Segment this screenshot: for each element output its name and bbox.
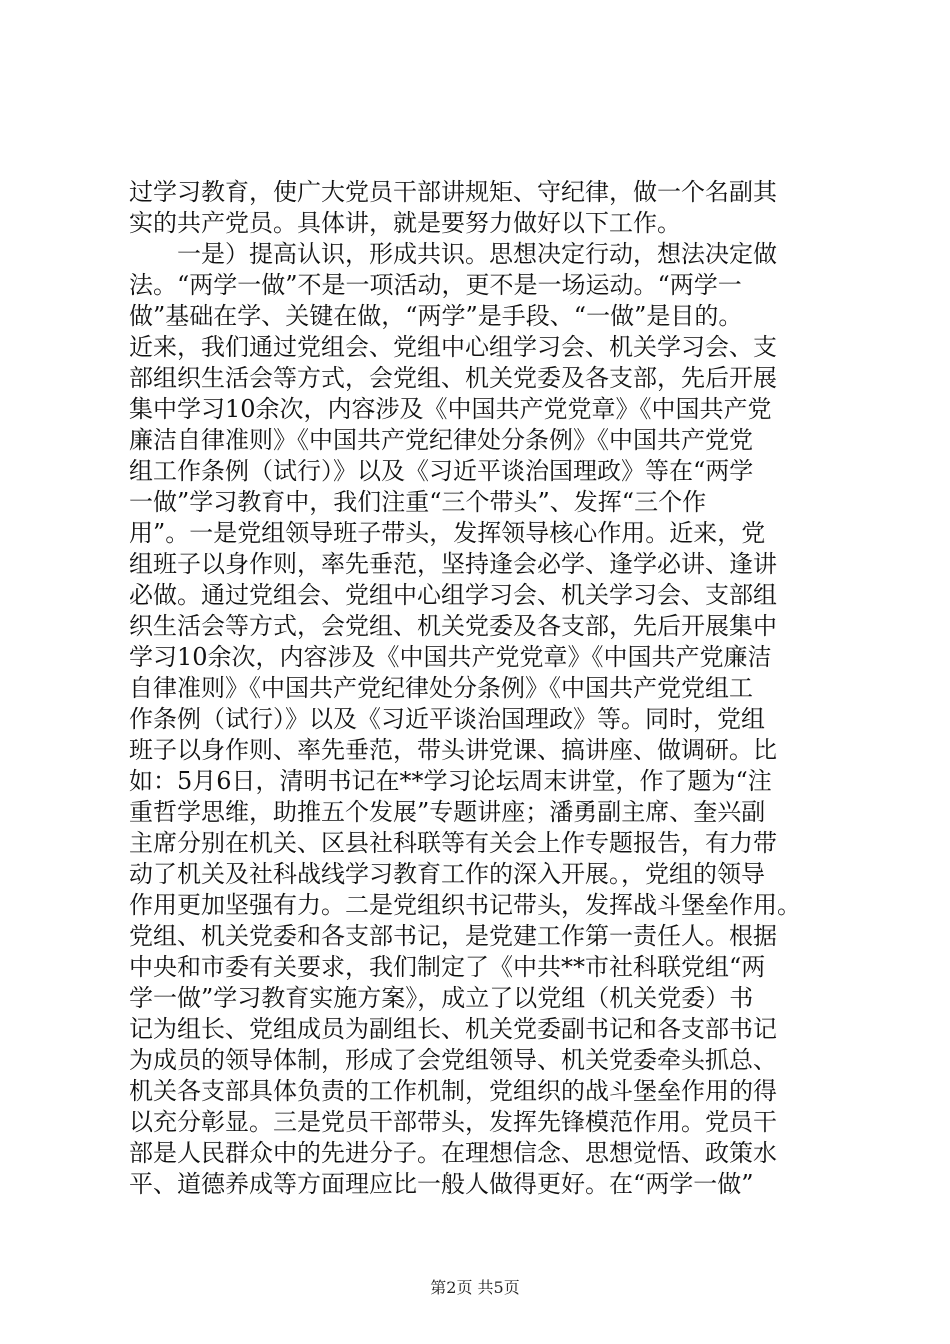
text-line: 织生活会等方式，会党组、机关党委及各支部，先后开展集中 bbox=[129, 612, 777, 640]
text-line: 机关各支部具体负责的工作机制，党组织的战斗堡垒作用的得 bbox=[129, 1077, 777, 1105]
text-line: 中央和市委有关要求，我们制定了《中共**市社科联党组“两 bbox=[129, 953, 766, 981]
text-line: 班子以身作则、率先垂范，带头讲党课、搞讲座、做调研。比 bbox=[129, 736, 777, 764]
text-line: 用”。一是党组领导班子带头，发挥领导核心作用。近来，党 bbox=[129, 519, 766, 547]
text-line: 集中学习10余次，内容涉及《中国共产党党章》《中国共产党 bbox=[129, 395, 772, 423]
text-line: 平、道德养成等方面理应比一般人做得更好。在“两学一做” bbox=[129, 1170, 754, 1198]
text-line: 作条例（试行）》以及《习近平谈治国理政》等。同时，党组 bbox=[129, 705, 765, 733]
text-line: 动了机关及社科战线学习教育工作的深入开展。，党组的领导 bbox=[129, 860, 765, 888]
text-line: 实的共产党员。具体讲，就是要努力做好以下工作。 bbox=[129, 209, 681, 237]
text-line: 以充分彰显。三是党员干部带头，发挥先锋模范作用。党员干 bbox=[129, 1108, 777, 1136]
text-line: 一做”学习教育中，我们注重“三个带头”、发挥“三个作 bbox=[129, 488, 707, 516]
text-line: 学习10余次，内容涉及《中国共产党党章》《中国共产党廉洁 bbox=[129, 643, 772, 671]
text-line: 做”基础在学、关键在做，“两学”是手段、“一做”是目的。 bbox=[129, 302, 743, 330]
text-line: 主席分别在机关、区县社科联等有关会上作专题报告，有力带 bbox=[129, 829, 777, 857]
text-line: 部是人民群众中的先进分子。在理想信念、思想觉悟、政策水 bbox=[129, 1139, 777, 1167]
text-line: 组班子以身作则，率先垂范，坚持逢会必学、逢学必讲、逢讲 bbox=[129, 550, 777, 578]
text-line: 如：5月6日，清明书记在**学习论坛周末讲堂，作了题为“注 bbox=[129, 767, 772, 795]
page-footer bbox=[0, 1275, 950, 1298]
text-line: 一是）提高认识，形成共识。思想决定行动，想法决定做 bbox=[177, 240, 777, 268]
text-line: 重哲学思维，助推五个发展”专题讲座；潘勇副主席、奎兴副 bbox=[129, 798, 766, 826]
text-line: 党组、机关党委和各支部书记，是党建工作第一责任人。根据 bbox=[129, 922, 777, 950]
text-line: 必做。通过党组会、党组中心组学习会、机关学习会、支部组 bbox=[129, 581, 777, 609]
text-line: 廉洁自律准则》《中国共产党纪律处分条例》《中国共产党党 bbox=[129, 426, 753, 454]
text-line: 学一做”学习教育实施方案》，成立了以党组（机关党委）书 bbox=[129, 984, 754, 1012]
text-line: 记为组长、党组成员为副组长、机关党委副书记和各支部书记 bbox=[129, 1015, 777, 1043]
body-text bbox=[129, 177, 849, 1200]
text-line: 过学习教育，使广大党员干部讲规矩、守纪律，做一个名副其 bbox=[129, 178, 777, 206]
text-line: 法。“两学一做”不是一项活动，更不是一场运动。“两学一 bbox=[129, 271, 742, 299]
text-line: 自律准则》《中国共产党纪律处分条例》《中国共产党党组工 bbox=[129, 674, 753, 702]
text-line: 部组织生活会等方式，会党组、机关党委及各支部，先后开展 bbox=[129, 364, 777, 392]
text-line: 作用更加坚强有力。二是党组织书记带头，发挥战斗堡垒作用。 bbox=[129, 891, 801, 919]
page-number: 第2页 共5页 bbox=[430, 1278, 520, 1297]
text-line: 组工作条例（试行）》以及《习近平谈治国理政》等在“两学 bbox=[129, 457, 754, 485]
text-line: 近来，我们通过党组会、党组中心组学习会、机关学习会、支 bbox=[129, 333, 777, 361]
text-line: 为成员的领导体制，形成了会党组领导、机关党委牵头抓总、 bbox=[129, 1046, 777, 1074]
